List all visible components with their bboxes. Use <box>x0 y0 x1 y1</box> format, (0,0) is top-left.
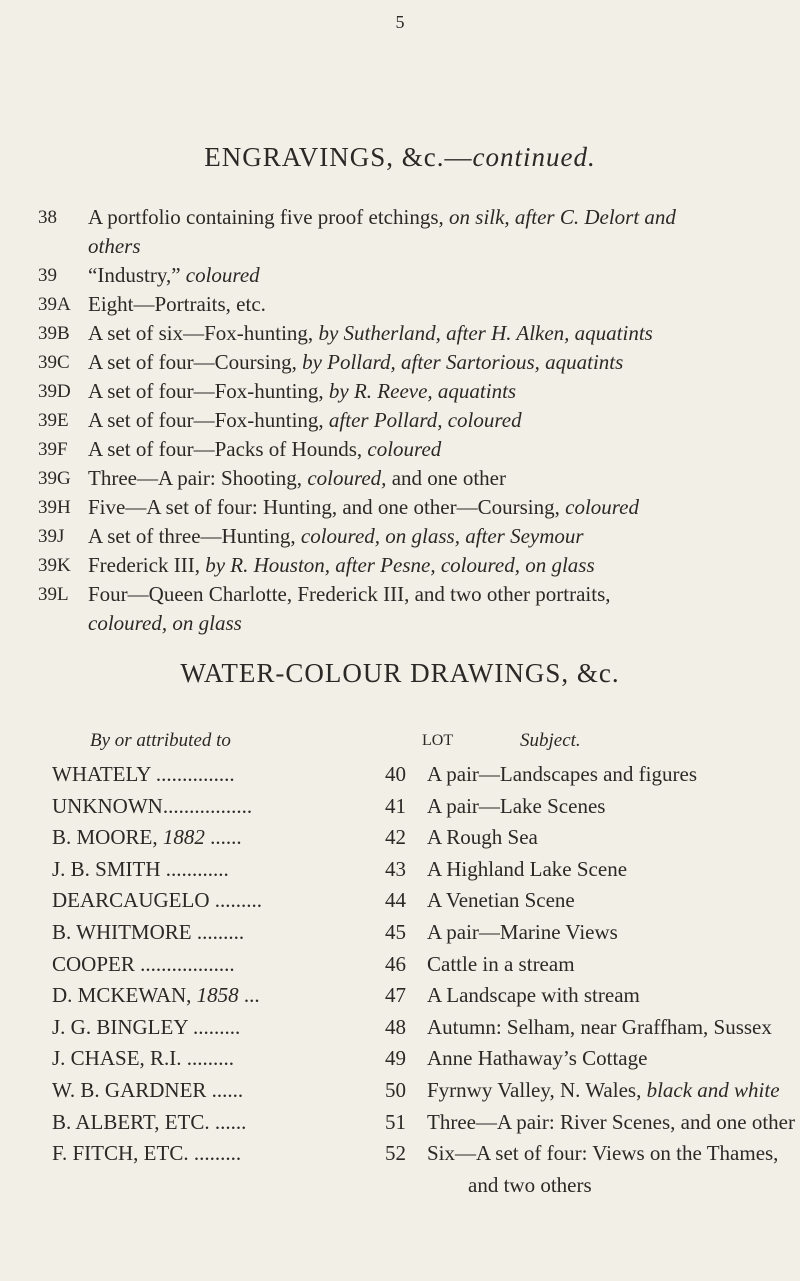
subject-cell: Six—A set of four: Views on the Thames, <box>427 1141 779 1166</box>
lot-description: Frederick III, by R. Houston, after Pesne, coloured, on glass <box>88 553 595 577</box>
page-number: 5 <box>395 12 405 32</box>
lot-cell: 41 <box>385 793 406 818</box>
subject-cell: A pair—Lake Scenes <box>427 793 606 818</box>
lot-description: A set of four—Packs of Hounds, coloured <box>88 437 442 461</box>
lot-description: A set of six—Fox-hunting, by Sutherland, after H. Alken, aquatints <box>88 321 653 345</box>
lot-description: Eight—Portraits, etc. <box>88 292 266 316</box>
table-row <box>52 857 792 889</box>
lot-cell: 46 <box>385 951 406 976</box>
lot-cell: 43 <box>385 856 406 881</box>
subject-cell: A pair—Marine Views <box>427 919 618 944</box>
subject-cell: A Venetian Scene <box>427 888 575 913</box>
lot-cell: 47 <box>385 983 406 1008</box>
lot-description-cont: others <box>88 234 141 258</box>
table-row <box>52 762 792 794</box>
engravings-heading: ENGRAVINGS, &c.—continued. <box>204 142 596 172</box>
artist-cell: DEARCAUGELO ......... <box>52 888 262 913</box>
lot-number: 39C <box>38 352 70 373</box>
artist-cell: W. B. GARDNER ...... <box>52 1077 244 1102</box>
list-item <box>38 203 788 232</box>
subject-cell: A Highland Lake Scene <box>427 856 628 881</box>
table-row <box>52 1078 792 1110</box>
lot-cell: 44 <box>385 888 406 913</box>
table-row <box>52 825 792 857</box>
list-item <box>38 522 788 551</box>
subject-cell: A Landscape with stream <box>427 983 640 1008</box>
lot-cell: 50 <box>385 1077 406 1102</box>
lot-number: 39H <box>38 497 71 518</box>
watercolour-table <box>52 762 795 1204</box>
list-item <box>38 580 788 609</box>
table-row <box>52 1141 792 1173</box>
lot-number: 39 <box>38 265 57 286</box>
artist-cell: D. MCKEWAN, 1858 ... <box>52 983 260 1008</box>
artist-cell: J. B. SMITH ............ <box>52 856 229 881</box>
lot-number: 39A <box>38 294 71 315</box>
subject-cell: A pair—Landscapes and figures <box>427 762 697 786</box>
list-item <box>38 406 788 435</box>
lot-description: Three—A pair: Shooting, coloured, and one other <box>88 466 506 490</box>
table-row <box>52 1046 792 1078</box>
lot-description: A set of three—Hunting, coloured, on glass, after Seymour <box>88 524 584 548</box>
artist-cell: COOPER .................. <box>52 951 235 976</box>
list-item <box>38 464 788 493</box>
list-item <box>38 493 788 522</box>
lot-cell: 45 <box>385 919 406 944</box>
list-item <box>38 377 788 406</box>
list-item <box>38 261 788 290</box>
artist-cell: J. G. BINGLEY ......... <box>52 1014 241 1039</box>
table-row <box>52 1015 792 1047</box>
lot-number: 39F <box>38 439 68 460</box>
lot-description: Four—Queen Charlotte, Frederick III, and two other portraits, <box>88 582 611 606</box>
subject-cell: Anne Hathaway’s Cottage <box>427 1046 648 1071</box>
lot-description: A set of four—Fox-hunting, after Pollard, coloured <box>88 408 522 432</box>
table-row <box>52 888 792 920</box>
lot-cell: 52 <box>385 1141 406 1166</box>
subject-cell-cont: and two others <box>468 1172 592 1197</box>
artist-cell: UNKNOWN................. <box>52 793 253 818</box>
lot-number: 39K <box>38 555 71 576</box>
list-item <box>38 609 788 638</box>
lot-number: 39B <box>38 323 70 344</box>
artist-cell: J. CHASE, R.I. ......... <box>52 1046 235 1071</box>
artist-cell: B. WHITMORE ......... <box>52 919 245 944</box>
lot-description: A portfolio containing five proof etchings, on silk, after C. Delort and <box>88 205 676 229</box>
lot-number: 38 <box>38 207 57 228</box>
subject-cell: Three—A pair: River Scenes, and one other <box>427 1109 795 1134</box>
lot-number: 39E <box>38 410 69 431</box>
artist-column-header: By or attributed to <box>90 730 231 751</box>
lot-description: A set of four—Coursing, by Pollard, after Sartorious, aquatints <box>88 350 624 374</box>
artist-cell: B. ALBERT, ETC. ...... <box>52 1109 247 1134</box>
engravings-list <box>38 203 788 638</box>
artist-cell: WHATELY ............... <box>52 762 235 786</box>
table-row <box>52 1109 795 1142</box>
lot-number: 39D <box>38 381 71 402</box>
list-item <box>38 348 788 377</box>
table-row <box>52 794 792 826</box>
lot-description: A set of four—Fox-hunting, by R. Reeve, aquatints <box>88 379 517 403</box>
table-row <box>52 920 792 952</box>
lot-cell: 48 <box>385 1014 406 1039</box>
artist-cell: B. MOORE, 1882 ...... <box>52 825 242 850</box>
lot-cell: 51 <box>385 1109 406 1134</box>
lot-cell: 42 <box>385 825 406 850</box>
table-row <box>52 952 792 984</box>
lot-column-header: LOT <box>422 732 454 749</box>
list-item <box>38 290 788 319</box>
lot-number: 39J <box>38 526 65 547</box>
subject-column-header: Subject. <box>520 730 581 751</box>
list-item <box>38 551 788 580</box>
lot-description: “Industry,” coloured <box>88 263 260 287</box>
list-item <box>38 435 788 464</box>
list-item <box>38 232 788 261</box>
lot-cell: 40 <box>385 762 406 786</box>
lot-number: 39L <box>38 584 69 605</box>
table-row <box>52 1173 792 1205</box>
lot-number: 39G <box>38 468 71 489</box>
watercolours-heading: WATER-COLOUR DRAWINGS, &c. <box>180 658 620 688</box>
lot-description: Five—A set of four: Hunting, and one other—Coursing, coloured <box>88 495 639 519</box>
subject-cell: Autumn: Selham, near Graffham, Sussex <box>427 1014 772 1039</box>
list-item <box>38 319 788 348</box>
subject-cell: Fyrnwy Valley, N. Wales, black and white <box>427 1077 780 1102</box>
artist-cell: F. FITCH, ETC. ......... <box>52 1141 242 1166</box>
subject-cell: A Rough Sea <box>427 825 538 850</box>
subject-cell: Cattle in a stream <box>427 951 575 976</box>
lot-cell: 49 <box>385 1046 406 1071</box>
table-row <box>52 983 792 1015</box>
lot-description-cont: coloured, on glass <box>88 611 242 635</box>
